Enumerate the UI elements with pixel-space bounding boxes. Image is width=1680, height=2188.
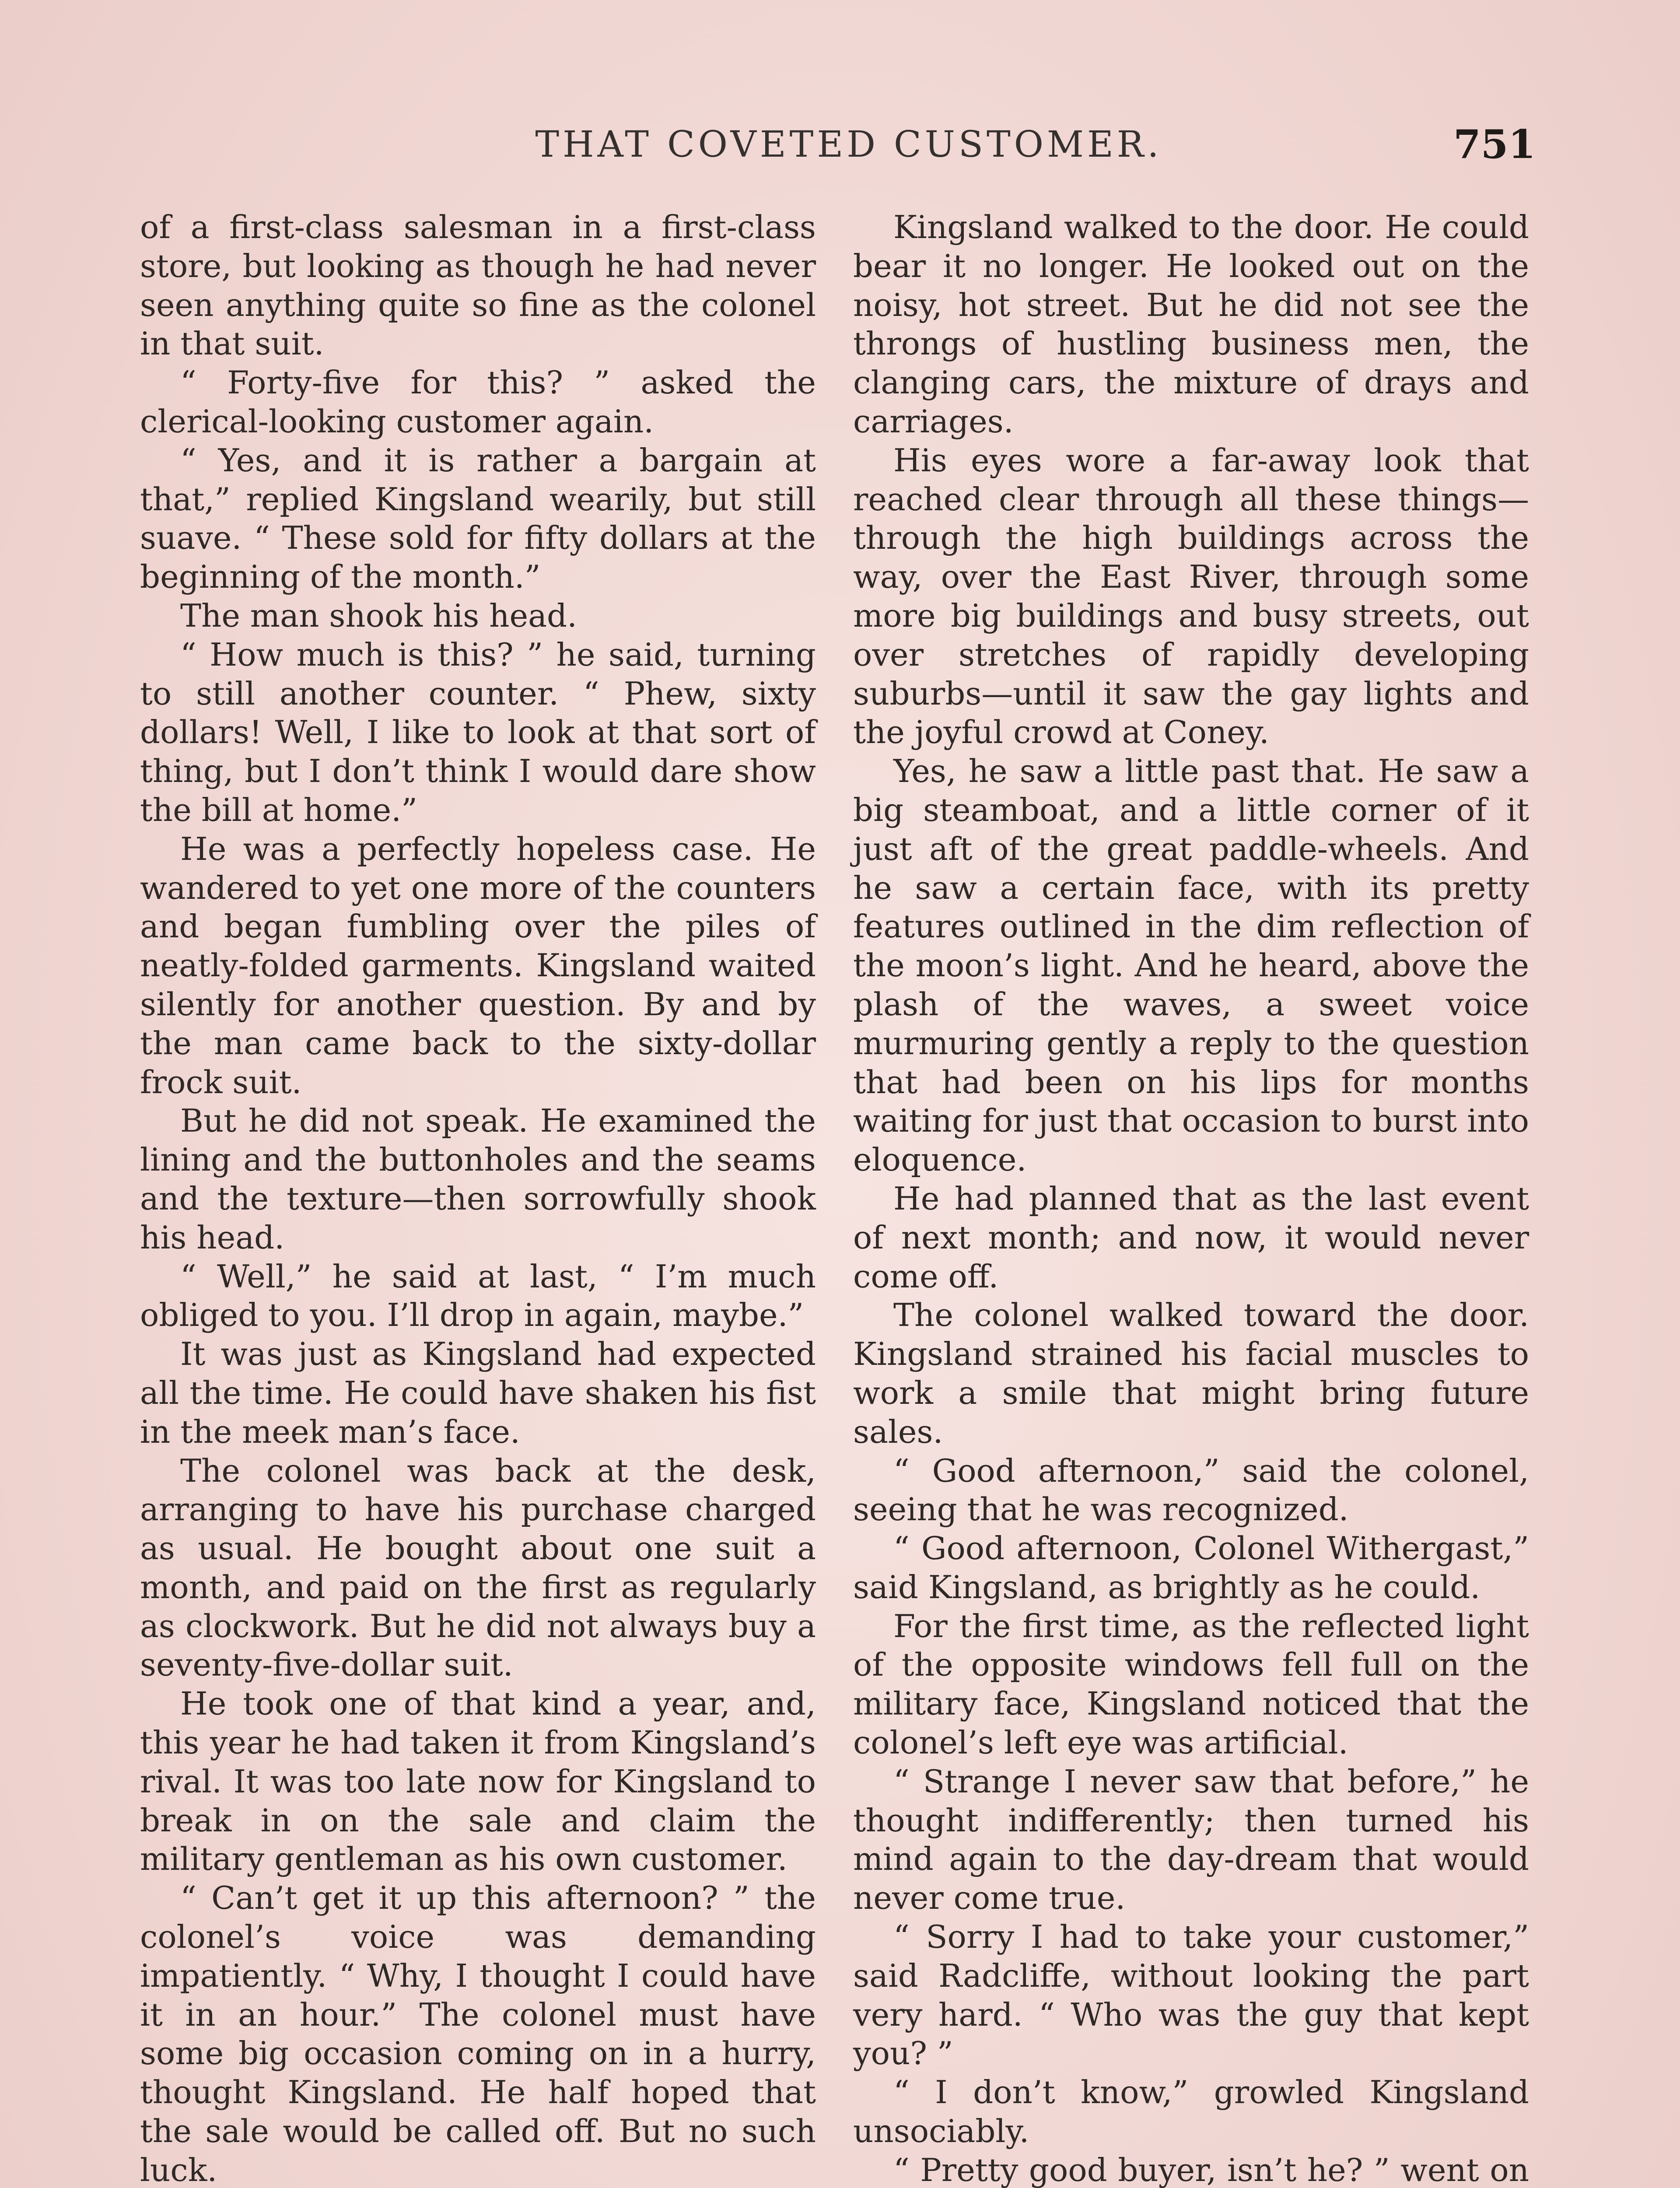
paragraph: For the first time, as the reflected light of the opposite windows fell full on the military face, Kingsland noticed that the colonel’s left eye was artificial. xyxy=(853,1607,1529,1761)
paragraph: But he did not speak. He examined the lining and the buttonholes and the seams and the texture—then sorrowfully shook his head. xyxy=(140,1102,816,1256)
paragraph: “ I don’t know,” growled Kingsland unsociably. xyxy=(853,2074,1529,2150)
paragraph: “ Sorry I had to take your customer,” said Radcliffe, without looking the part very hard. “ Who was the guy that kept you? ” xyxy=(853,1918,1529,2072)
paragraph: “ Forty-five for this? ” asked the clerical-looking customer again. xyxy=(140,364,816,440)
paragraph: of a first-class salesman in a first-class store, but looking as though he had never seen anything quite so fine as the colonel in that suit. xyxy=(140,209,816,362)
paragraph: He was a perfectly hopeless case. He wandered to yet one more of the counters and began fumbling over the piles of neatly-folded garments. Kingsland waited silently for another question. By and by the man came back to the sixty-dollar frock suit. xyxy=(140,830,816,1101)
paragraph: “ Strange I never saw that before,” he thought indifferently; then turned his mind again to the day-dream that would never come true. xyxy=(853,1763,1529,1917)
paragraph: “ Can’t get it up this afternoon? ” the colonel’s voice was demanding impatiently. “ Why, I thought I could have it in an hour.” The colonel must have some big occasion coming on in a hurry, thought Kingsland. He half hoped that the sale would be called off. But no such luck. xyxy=(140,1879,816,2188)
paragraph: He took one of that kind a year, and, this year he had taken it from Kingsland’s rival. It was too late now for Kingsland to break in on the sale and claim the military gentleman as his own customer. xyxy=(140,1685,816,1878)
paragraph: “ Good afternoon,” said the colonel, seeing that he was recognized. xyxy=(853,1452,1529,1528)
paragraph: “ Pretty good buyer, isn’t he? ” went on xyxy=(893,2151,1529,2188)
page-number: 751 xyxy=(1453,121,1536,168)
paragraph: The man shook his head. xyxy=(180,597,577,634)
paragraph: His eyes wore a far-away look that reached clear through all these things—through the high buildings across the way, over the East River, through some more big buildings and busy streets, out over stretches of rapidly developing suburbs—until it saw the gay lights and the joyful crowd at Coney. xyxy=(853,442,1529,751)
paragraph: “ How much is this? ” he said, turning to still another counter. “ Phew, sixty dollars! Well, I like to look at that sort of thing, but I don’t think I would dare show the bill at home.” xyxy=(140,636,816,828)
left-column xyxy=(140,208,816,2188)
paragraph: “ Well,” he said at last, “ I’m much obliged to you. I’ll drop in again, maybe.” xyxy=(140,1258,816,1334)
paragraph: Yes, he saw a little past that. He saw a big steamboat, and a little corner of it just aft of the great paddle-wheels. And he saw a certain face, with its pretty features outlined in the dim reflection of the moon’s light. And he heard, above the plash of the waves, a sweet voice murmuring gently a reply to the question that had been on his lips for months waiting for just that occasion to burst into eloquence. xyxy=(853,753,1529,1178)
paragraph: The colonel was back at the desk, arranging to have his purchase charged as usual. He bought about one suit a month, and paid on the first as regularly as clockwork. But he did not always buy a seventy-five-dollar suit. xyxy=(140,1452,816,1683)
paragraph: Kingsland walked to the door. He could bear it no longer. He looked out on the noisy, hot street. But he did not see the throngs of hustling business men, the clanging cars, the mixture of drays and carriages. xyxy=(853,209,1529,440)
paragraph: It was just as Kingsland had expected all the time. He could have shaken his fist in the meek man’s face. xyxy=(140,1336,816,1450)
paragraph: “ Yes, and it is rather a bargain at that,” replied Kingsland wearily, but still suave. “ These sold for fifty dollars at the beginning of the month.” xyxy=(140,442,816,596)
paragraph: He had planned that as the last event of next month; and now, it would never come off. xyxy=(853,1180,1529,1295)
paragraph: The colonel walked toward the door. Kingsland strained his facial muscles to work a smile that might bring future sales. xyxy=(853,1297,1529,1450)
paragraph: “ Good afternoon, Colonel Withergast,” said Kingsland, as brightly as he could. xyxy=(853,1530,1529,1606)
right-column xyxy=(853,208,1529,2188)
running-title: THAT COVETED CUSTOMER. xyxy=(535,123,1162,165)
